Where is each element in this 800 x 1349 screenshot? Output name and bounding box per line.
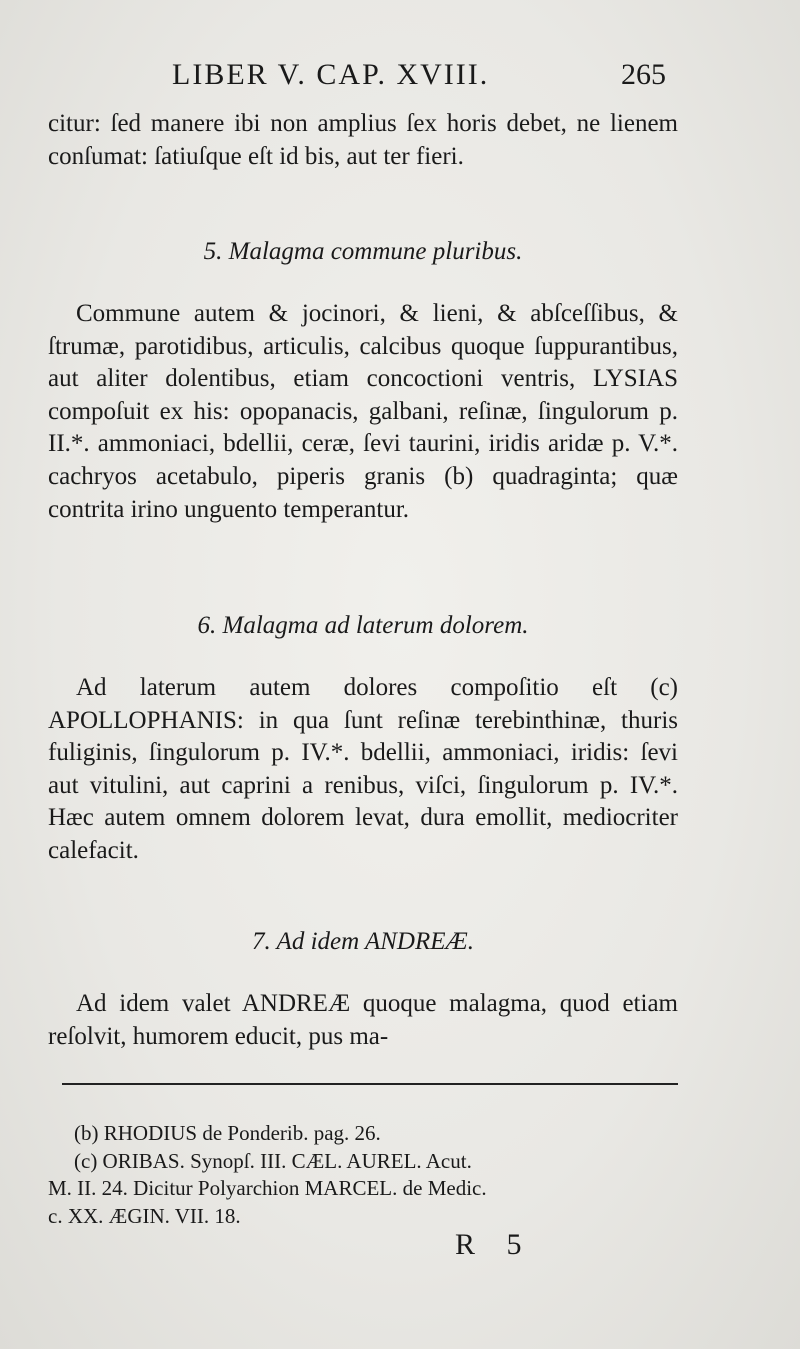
footnote-c-continuation: M. II. 24. Dicitur Polyarchion MARCEL. de Medic. [48,1176,487,1200]
footnote-c-continuation-2: c. XX. ÆGIN. VII. 18. [48,1203,241,1228]
paragraph-section-6: Ad laterum autem dolores compoſitio eſt (c) APOLLOPHANIS: in qua ſunt reſinæ terebinthinæ, thuris fuliginis, ſingulorum p. IV.*. bdellii, ammoniaci, iridis: ſevi aut vitulini, aut caprini a renibus, viſci, ſingulorum p. IV.*. Hæc autem omnem dolorem levat, dura emollit, mediocriter calefacit. [48,674,678,864]
footnote-c: (c) ORIBAS. Synopſ. III. CÆL. AUREL. Acut. [74,1148,472,1173]
paragraph-section-5: Commune autem & jocinori, & lieni, & abſceſſibus, & ſtrumæ, parotidibus, articulis, calcibus quoque ſuppurantibus, aut aliter dolentibus, etiam concoctioni ventris, LYSIAS compoſuit ex his: opopanacis, galbani, reſinæ, ſingulorum p. II.*. ammoniaci, bdellii, ceræ, ſevi taurini, iridis aridæ p. V.*. cachryos acetabulo, piperis granis (b) quadraginta; quæ contrita irino unguento temperantur. [48,300,678,523]
paragraph-section-7: Ad idem valet ANDREÆ quoque malagma, quod etiam reſolvit, humorem educit, pus ma- [48,990,678,1050]
running-head [0,58,800,98]
footnote-rule [62,1083,678,1085]
page-number: 265 [621,58,666,91]
section-heading-7: 7. Ad idem ANDREÆ. [252,928,474,955]
paragraph-continuation: citur: ſed manere ibi non amplius ſex horis debet, ne lienem conſumat: ſatiuſque eſt id bis, aut ter fieri. [48,110,678,170]
section-heading-5: 5. Malagma commune pluribus. [203,238,523,265]
running-head-title: LIBER V. CAP. XVIII. [172,58,490,91]
signature-mark: R 5 [455,1228,534,1261]
section-heading-6: 6. Malagma ad laterum dolorem. [197,612,529,639]
footnote-b: (b) RHODIUS de Ponderib. pag. 26. [74,1121,381,1145]
footnotes [48,1120,680,1230]
